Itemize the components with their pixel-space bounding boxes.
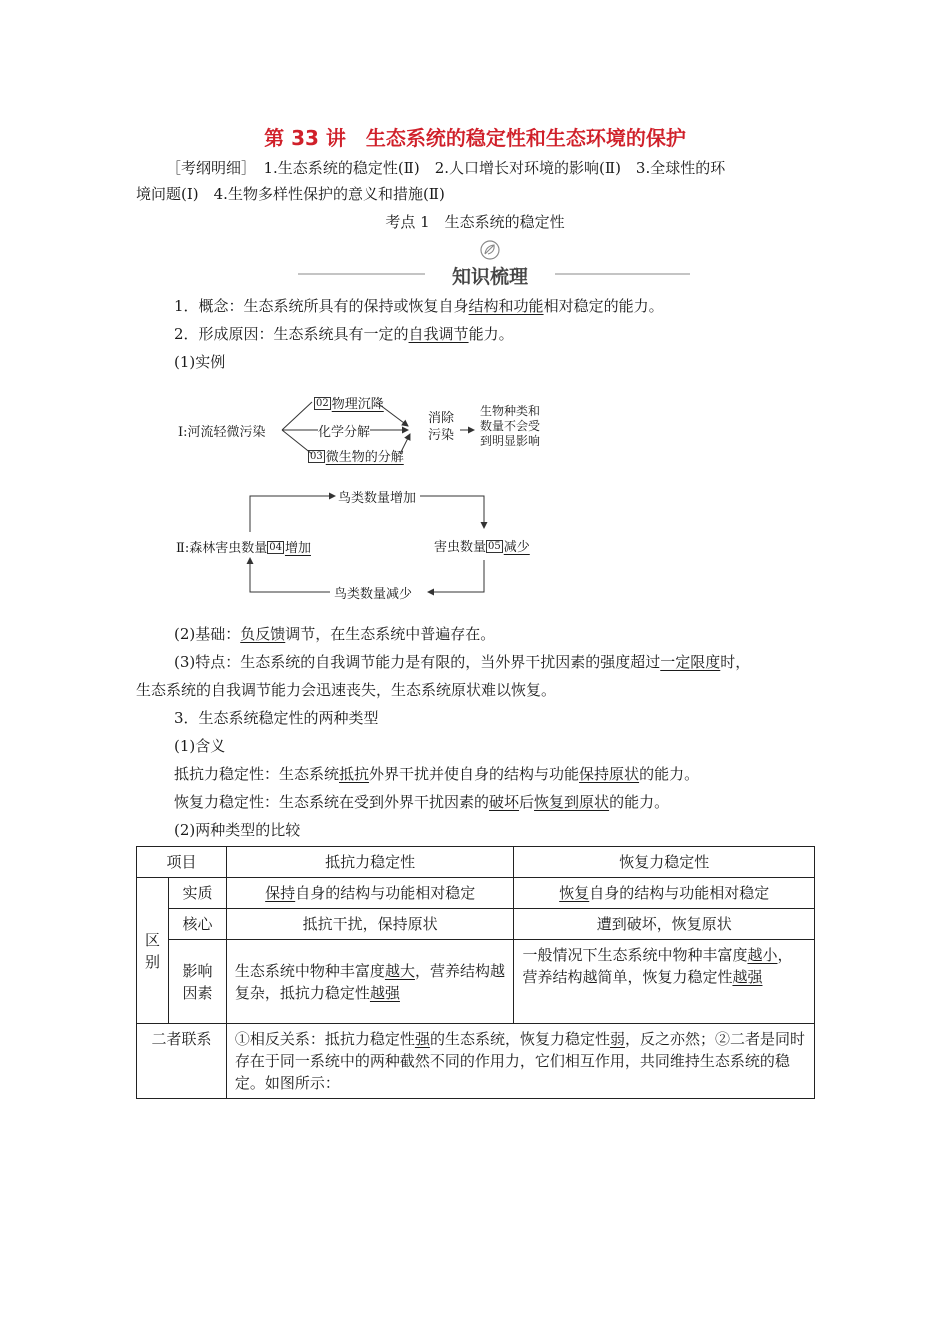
kaodian-heading: 考点 1 生态系统的稳定性 xyxy=(385,213,565,231)
comparison-label: (2)两种类型的比较 xyxy=(174,821,301,839)
essence-label: 实质 xyxy=(168,878,226,909)
basis-paragraph: (2)基础：负反馈调节，在生态系统中普遍存在。 xyxy=(174,625,496,643)
table-row xyxy=(137,909,815,940)
recovery-definition: 恢复力稳定性：生态系统在受到外界干扰因素的破坏后恢复到原状的能力。 xyxy=(174,793,670,811)
outline-line-1: ［考纲明细］ 1.生态系统的稳定性(Ⅱ) 2.人口增长对环境的影响(Ⅱ) 3.全球性的环 xyxy=(166,159,726,177)
diagram2-top-label: 鸟类数量增加 xyxy=(338,491,417,506)
table-row xyxy=(137,847,815,878)
table-row xyxy=(137,940,815,1024)
essence-resistance: 保持自身的结构与功能相对稳定 xyxy=(226,878,514,909)
comparison-table xyxy=(136,846,815,1099)
diagram2-left-label: Ⅱ:森林害虫数量 04 增加 xyxy=(176,541,311,556)
factors-recovery: 一般情况下生态系统中物种丰富度越小，营养结构越简单，恢复力稳定性越强 xyxy=(514,940,815,1024)
diagram1-bottom-label: 03 微生物的分解 xyxy=(310,450,404,465)
table-row xyxy=(137,1024,815,1099)
diagram1-top-label: 02 物理沉降 xyxy=(316,397,384,412)
example-label: (1)实例 xyxy=(174,353,226,371)
relation-label: 二者联系 xyxy=(137,1024,227,1099)
essence-recovery: 恢复自身的结构与功能相对稳定 xyxy=(514,878,815,909)
leaf-icon xyxy=(481,241,499,259)
resistance-definition: 抵抗力稳定性：生态系统抵抗外界干扰并使自身的结构与功能保持原状的能力。 xyxy=(174,765,700,783)
concept-paragraph: 1．概念：生态系统所具有的保持或恢复自身结构和功能相对稳定的能力。 xyxy=(174,297,664,315)
relation-content: ①相反关系：抵抗力稳定性强的生态系统，恢复力稳定性弱，反之亦然；②二者是同时存在于同一系统中的两种截然不同的作用力，它们相互作用，共同维持生态系统的稳定。如图所示： xyxy=(226,1024,814,1099)
feature-paragraph-2: 生态系统的自我调节能力会迅速丧失，生态系统原状难以恢复。 xyxy=(136,681,557,699)
page-title: 第 33 讲 生态系统的稳定性和生态环境的保护 xyxy=(264,126,686,150)
table-row xyxy=(137,878,815,909)
header-recovery: 恢复力稳定性 xyxy=(514,847,815,878)
header-resistance: 抵抗力稳定性 xyxy=(226,847,514,878)
diagram1-mid-label: 化学分解 xyxy=(318,425,371,440)
diagram1-center-label: 消除 污染 xyxy=(428,411,455,443)
cause-paragraph: 2．形成原因：生态系统具有一定的自我调节能力。 xyxy=(174,325,514,343)
difference-label: 区别 xyxy=(137,878,169,1024)
factors-resistance: 生态系统中物种丰富度越大，营养结构越复杂，抵抗力稳定性越强 xyxy=(226,940,514,1024)
diagram1-right-label: 生物种类和 数量不会受 到明显影响 xyxy=(480,404,541,448)
types-heading: 3．生态系统稳定性的两种类型 xyxy=(174,709,379,727)
section-heading-label: 知识梳理 xyxy=(451,266,528,288)
forest-pest-diagram xyxy=(170,482,570,602)
section-heading xyxy=(290,240,690,286)
header-item: 项目 xyxy=(137,847,227,878)
river-pollution-diagram xyxy=(170,388,570,468)
core-label: 核心 xyxy=(168,909,226,940)
factors-label: 影响因素 xyxy=(168,940,226,1024)
diagram2-bottom-label: 鸟类数量减少 xyxy=(334,587,413,602)
meaning-label: (1)含义 xyxy=(174,737,226,755)
core-resistance: 抵抗干扰，保持原状 xyxy=(226,909,514,940)
outline-line-2: 境问题(Ⅰ) 4.生物多样性保护的意义和措施(Ⅱ) xyxy=(136,185,445,203)
diagram1-left-label: Ⅰ:河流轻微污染 xyxy=(178,425,266,440)
feature-paragraph-1: (3)特点：生态系统的自我调节能力是有限的，当外界干扰因素的强度超过一定限度时， xyxy=(174,653,751,671)
diagram2-right-label: 害虫数量 05 减少 xyxy=(434,540,530,555)
core-recovery: 遭到破坏，恢复原状 xyxy=(514,909,815,940)
